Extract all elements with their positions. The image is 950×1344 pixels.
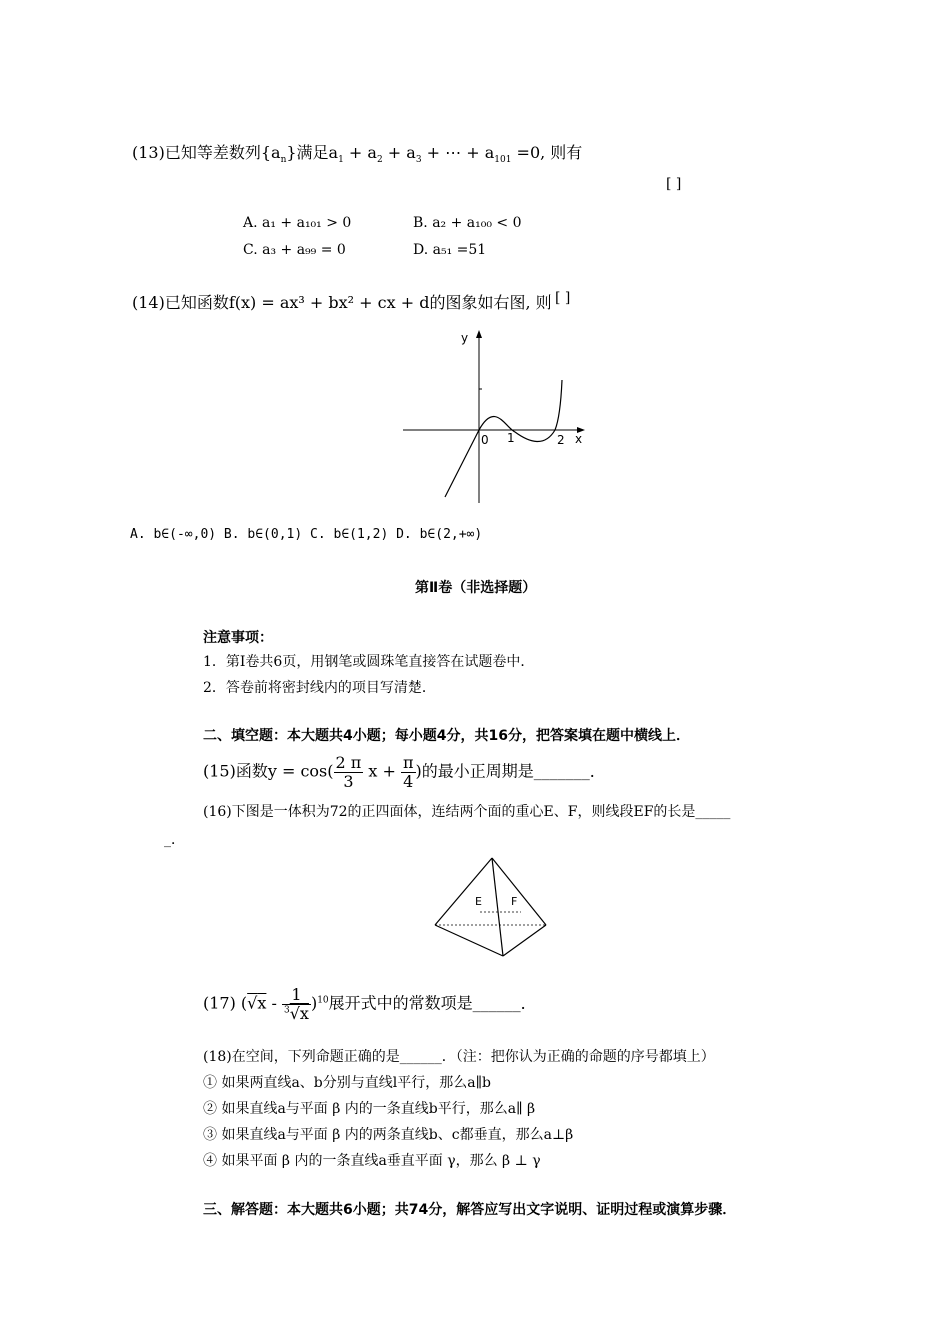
q13-stem: (13)已知等差数列$\{a_n\}$满足$a_1 + a_2 + a_3$ + ⋯ + $a_{101} =0$, 则有 xyxy=(132,143,583,166)
notes-item-1: 1．第Ⅰ卷共6页，用钢笔或圆珠笔直接答在试题卷中． xyxy=(203,654,535,670)
q16-stem-tail: _． xyxy=(164,832,185,848)
graph-tick-0: 0 xyxy=(481,433,489,447)
tetra-edge xyxy=(492,858,546,925)
tetrahedron-figure xyxy=(425,850,555,965)
label-e: E xyxy=(475,895,482,908)
q18-item-3: ③ 如果直线a与平面 β 内的两条直线b、c都垂直，那么a⊥β xyxy=(203,1127,574,1143)
q14-stem: (14)已知函数f(x) = ax³ + bx² + cx + d的图象如右图, 则 xyxy=(132,293,552,312)
notes-heading: 注意事项： xyxy=(203,630,273,646)
tetra-edge xyxy=(503,925,546,956)
graph-y-label: y xyxy=(461,331,469,345)
cubic-curve xyxy=(445,380,562,497)
q13-answer-bracket: [ ] xyxy=(666,176,682,192)
q13-option-d: D. a₅₁ =51 xyxy=(413,242,487,258)
q18-item-2: ② 如果直线a与平面 β 内的一条直线b平行，那么a∥ β xyxy=(203,1101,536,1117)
q14-answer-bracket: [ ] xyxy=(555,290,571,306)
q17-fraction: $\frac{1}{^3√x}$ xyxy=(283,985,309,1023)
q17-stem: (17) (√x - $\frac{1}{^3√x}$ )$^{10}$展开式中的常数项是______． xyxy=(203,985,537,1023)
q15-fraction-2pi-over-3: $\frac{2 \pi}{3}$ xyxy=(335,753,362,791)
notes-item-2: 2．答卷前将密封线内的项目写清楚． xyxy=(203,680,436,696)
tetra-edge xyxy=(435,858,492,925)
q16-stem: (16)下图是一体积为72的正四面体，连结两个面的重心E、F，则线段EF的长是_____ xyxy=(203,804,731,820)
q13-option-a: A. a₁ + a₁₀₁ > 0 xyxy=(243,215,352,231)
q13-option-c: C. a₃ + a₉₉ = 0 xyxy=(243,242,346,258)
q18-stem: (18)在空间，下列命题正确的是______．（注：把你认为正确的命题的序号都填上） xyxy=(203,1049,715,1065)
y-axis-arrow xyxy=(476,330,482,338)
q15-fraction-pi-over-4: $\frac{\pi}{4}$ xyxy=(402,753,414,791)
solve-section-title: 三、解答题：本大题共6小题；共74分，解答应写出文字说明、证明过程或演算步骤． xyxy=(203,1202,737,1218)
graph-tick-1: 1 xyxy=(507,431,515,445)
cubic-function-graph xyxy=(395,325,595,510)
q14-options: A. b∈(-∞,0) B. b∈(0,1) C. b∈(1,2) D. b∈(2,+∞) xyxy=(130,527,483,542)
q13-option-b: B. a₂ + a₁₀₀ < 0 xyxy=(413,215,522,231)
q15-stem: (15)函数y = cos( $\frac{2 \pi}{3}$ x + $\frac{\pi}{4}$ )的最小正周期是_______． xyxy=(203,753,606,791)
q18-item-1: ① 如果两直线a、b分别与直线l平行，那么a∥b xyxy=(203,1075,492,1091)
tetra-edge xyxy=(435,925,503,956)
q17-sqrt: √x xyxy=(247,993,267,1013)
section2-title: 第Ⅱ卷（非选择题） xyxy=(415,580,537,596)
label-f: F xyxy=(511,895,518,908)
graph-tick-2: 2 xyxy=(557,433,565,447)
fill-section-title: 二、填空题：本大题共4小题；每小题4分，共16分，把答案填在题中横线上． xyxy=(203,728,690,744)
q18-item-4: ④ 如果平面 β 内的一条直线a垂直平面 γ，那么 β ⊥ γ xyxy=(203,1153,541,1169)
tetra-edge xyxy=(492,858,503,956)
graph-x-label: x xyxy=(575,432,583,446)
